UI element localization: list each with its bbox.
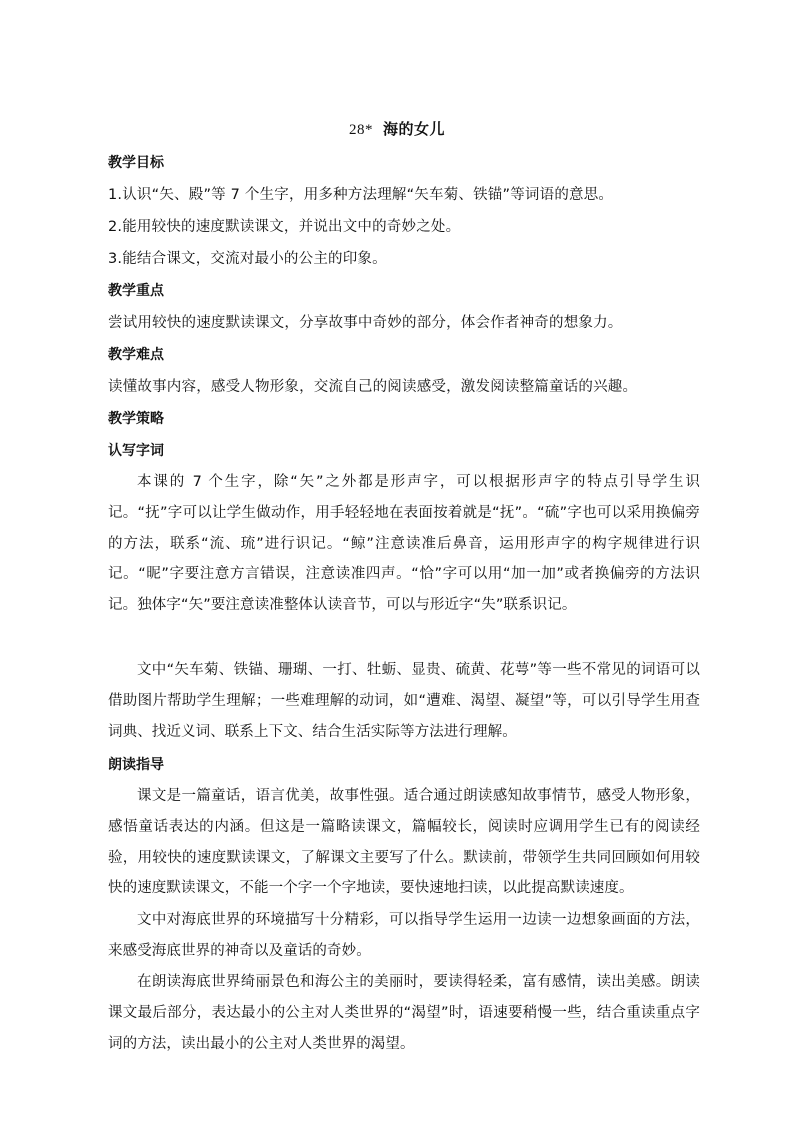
literacy-paragraph: 本课的 7 个生字，除“矢”之外都是形声字，可以根据形声字的特点引导学生识记。“抚”字可以让学生做动作，用手轻轻地在表面按着就是“抚”。“硫”字也可以采用换偏旁的方法，联系“流、琉”进行识记。“鲸”注意读准后鼻音，运用形声字的构字规律进行识记。“昵”字要注意方言错误，注意读准四声。“恰”字可以用“加一加”或者换偏旁的方法识记。独体字“矢”要注意读准整体认读音节，可以与形近字“失”联系识记。 xyxy=(108,474,700,614)
literacy-heading: 认写字词 xyxy=(108,443,164,459)
objectives-heading: 教学目标 xyxy=(108,155,164,171)
objective-item: 1.认识“矢、殿”等 7 个生字，用多种方法理解“矢车菊、铁锚”等词语的意思。 xyxy=(108,187,614,203)
lesson-number: 28* xyxy=(348,122,373,138)
key-points-text: 尝试用较快的速度默读课文，分享故事中奇妙的部分，体会作者神奇的想象力。 xyxy=(108,315,623,331)
key-points-heading: 教学重点 xyxy=(108,283,164,299)
reading-paragraph: 课文是一篇童话，语言优美，故事性强。适合通过朗读感知故事情节，感受人物形象，感悟童话表达的内涵。但这是一篇略读课文，篇幅较长，阅读时应调用学生已有的阅读经验，用较快的速度默读课文，了解课文主要写了什么。默读前，带领学生共同回顾如何用较快的速度默读课文，不能一个字一个字地读，要快速地扫读，以此提高默读速度。 xyxy=(108,788,700,897)
difficulties-text: 读懂故事内容，感受人物形象，交流自己的阅读感受，激发阅读整篇童话的兴趣。 xyxy=(108,379,638,395)
reading-paragraph: 文中对海底世界的环境描写十分精彩，可以指导学生运用一边读一边想象画面的方法，来感受海底世界的神奇以及童话的奇妙。 xyxy=(108,912,700,959)
reading-heading: 朗读指导 xyxy=(108,757,164,773)
reading-paragraph: 在朗读海底世界绮丽景色和海公主的美丽时，要读得轻柔，富有感情，读出美感。朗读课文最后部分，表达最小的公主对人类世界的“渴望”时，语速要稍慢一些，结合重读重点字词的方法，读出最小的公主对人类世界的渴望。 xyxy=(108,974,700,1052)
objective-item: 2.能用较快的速度默读课文，并说出文中的奇妙之处。 xyxy=(108,219,461,235)
literacy-paragraph: 文中“矢车菊、铁锚、珊瑚、一打、牡蛎、显贵、硫黄、花萼”等一些不常见的词语可以借助图片帮助学生理解；一些难理解的动词，如“遭难、渴望、凝望”等，可以引导学生用查词典、找近义词、联系上下文、结合生活实际等方法进行理解。 xyxy=(108,662,700,740)
lesson-title-text: 海的女儿 xyxy=(382,120,445,138)
objective-item: 3.能结合课文，交流对最小的公主的印象。 xyxy=(108,251,387,267)
difficulties-heading: 教学难点 xyxy=(108,347,164,363)
strategies-heading: 教学策略 xyxy=(108,411,164,427)
lesson-content xyxy=(108,147,700,1061)
lesson-title xyxy=(0,118,794,141)
